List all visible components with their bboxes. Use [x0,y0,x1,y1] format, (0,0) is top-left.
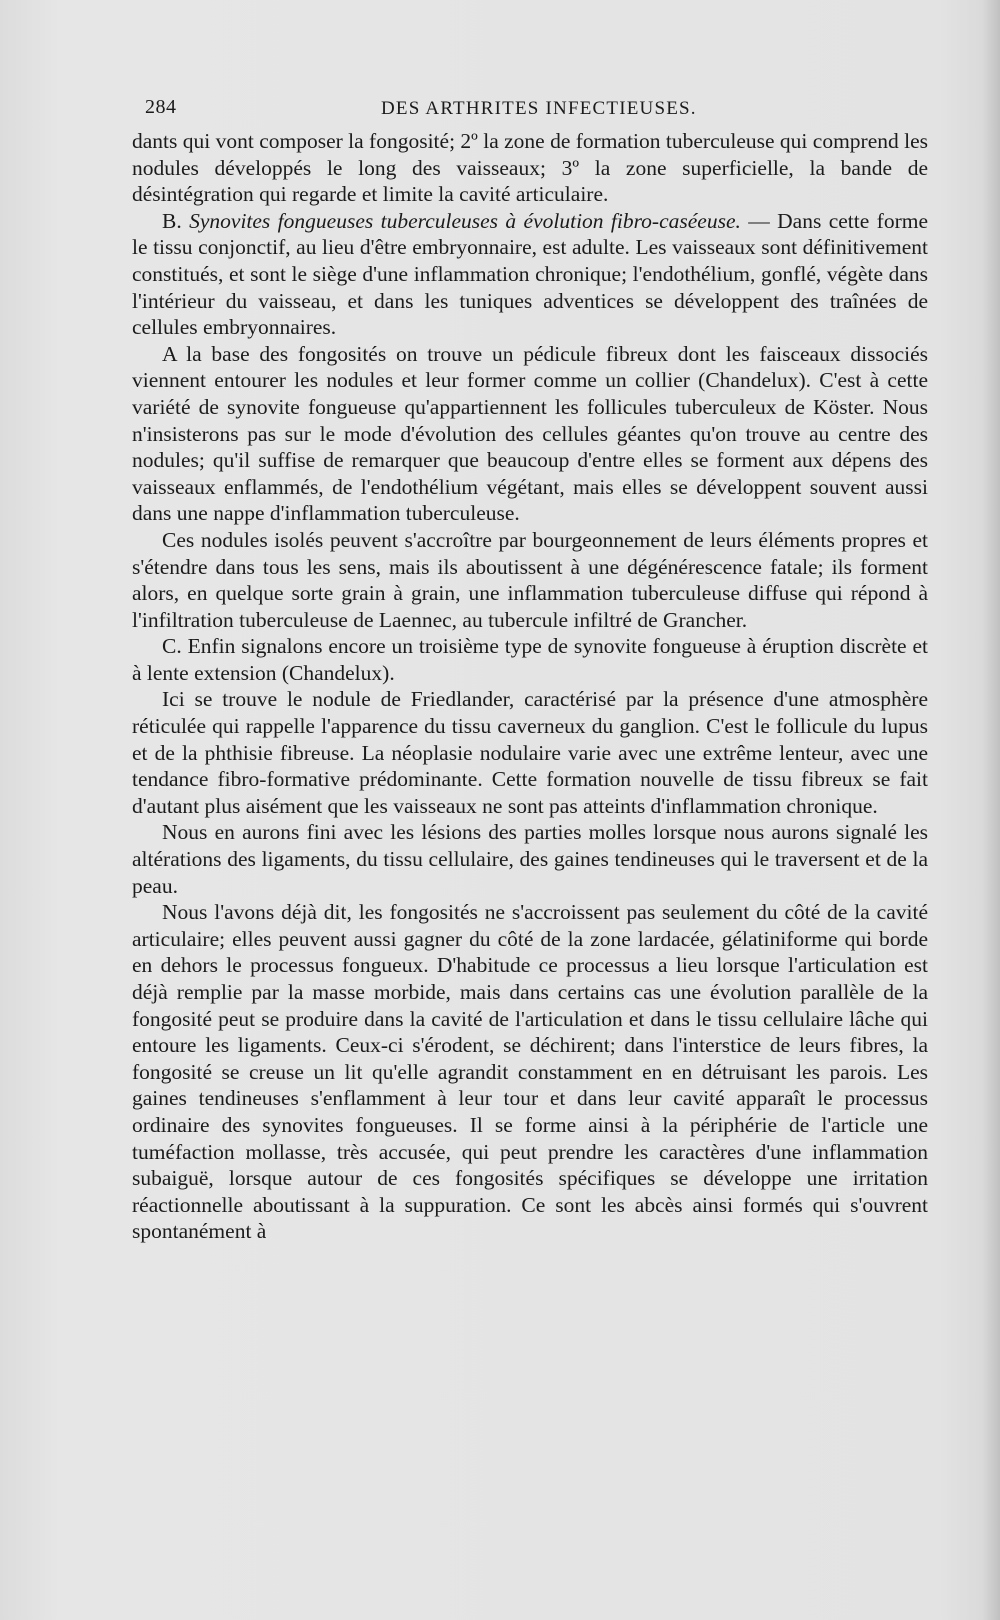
paragraph-text: dants qui vont composer la fongosité; 2º la zone de formation tuberculeuse qui comprend les nodules développés le long des vaisseaux; 3º la zone superficielle, la bande de désintégration qui regarde et limite la cavité articulaire. [132,129,928,207]
paragraph-text: C. Enfin signalons encore un troisième type de synovite fongueuse à éruption discrète et à lente extension (Chandelux). [132,634,928,685]
paragraph-text: Ces nodules isolés peuvent s'accroître par bourgeonnement de leurs éléments propres et s'étendre dans tous les sens, mais ils aboutissent à une dégénérescence fatale; ils forment alors, en quelque sorte grain à grain, une inflammation tuberculeuse diffuse qui répond à l'infiltration tuberculeuse de Laennec, au tubercule infiltré de Grancher. [132,527,928,632]
paragraph-text: A la base des fongosités on trouve un pédicule fibreux dont les faisceaux dissociés viennent entourer les nodules et leur former comme un collier (Chandelux). C'est à cette variété de synovite fongueuse qu'appartiennent les follicules tuberculeux de Köster. Nous n'insisterons pas sur le mode d'évolution des cellules géantes qu'on trouve au centre des nodules; qu'il suffise de remarquer que beaucoup d'entre elles se forment aux dépens des vaisseaux enflammés, de l'endothélium végétant, mais elles se développent souvent aussi dans une nappe d'inflammation tuberculeuse. [132,341,928,526]
paragraph-text: Nous l'avons déjà dit, les fongosités ne s'accroissent pas seulement du côté de la cavité articulaire; elles peuvent aussi gagner du côté de la zone lardacée, gélatiniforme qui borde en dehors le processus fongueux. D'habitude ce processus a lieu lorsque l'articulation est déjà remplie par la masse morbide, mais dans certains cas une évolution parallèle de la fongosité peut se produire dans la cavité de l'articulation et dans le tissu cellulaire lâche qui entoure les ligaments. Ceux-ci s'érodent, se déchirent; dans l'interstice de leurs fibres, la fongosité se creuse un lit qu'elle agrandit constamment en en détruisant les parois. Les gaines tendineuses s'enflamment à leur tour et dans leur cavité apparaît le processus ordinaire des synovites fongueuses. Il se forme ainsi à la périphérie de l'article une tuméfaction mollasse, très accusée, qui peut prendre les caractères d'une inflammation subaiguë, lorsque autour de ces fongosités spécifiques se développe une irritation réactionnelle aboutissant à la suppuration. Ce sont les abcès ainsi formés qui s'ouvrent spontanément à [132,900,928,1244]
running-head: DES ARTHRITES INFECTIEUSES. [381,98,697,119]
paragraph [132,899,928,1245]
page-edge-shadow [982,0,1000,1620]
paragraph [132,128,928,208]
paragraph-text: — Dans cette forme le tissu conjonctif, au lieu d'être embryonnaire, est adulte. Les vaisseaux sont définitivement constitués, et sont le siège d'une inflammation chronique; l'endothélium, gonflé, végète dans l'intérieur du vaisseau, et dans les tuniques adventices se développent des traînées de cellules embryonnaires. [132,208,928,340]
section-title: Synovites fongueuses tuberculeuses à évolution fibro-caséeuse. [189,208,741,233]
section-letter: B. [162,208,190,233]
page-header [145,96,935,128]
paragraph-text: Nous en aurons fini avec les lésions des parties molles lorsque nous aurons signalé les altérations des ligaments, du tissu cellulaire, des gaines tendineuses qui le traversent et de la peau. [132,820,928,898]
paragraph [132,341,928,527]
page-number: 284 [145,96,177,118]
paragraph [132,686,928,819]
paragraph-section-b [132,208,928,341]
paragraph [132,527,928,633]
paragraph-section-c [132,633,928,686]
body-text [132,128,928,1245]
paragraph [132,819,928,899]
paragraph-text: Ici se trouve le nodule de Friedlander, caractérisé par la présence d'une atmosphère réticulée qui rappelle l'apparence du tissu caverneux du ganglion. C'est le follicule du lupus et de la phthisie fibreuse. La néoplasie nodulaire varie avec une extrême lenteur, avec une tendance fibro-formative prédominante. Cette formation nouvelle de tissu fibreux se fait d'autant plus aisément que les vaisseaux ne sont pas atteints d'inflammation chronique. [132,687,928,818]
